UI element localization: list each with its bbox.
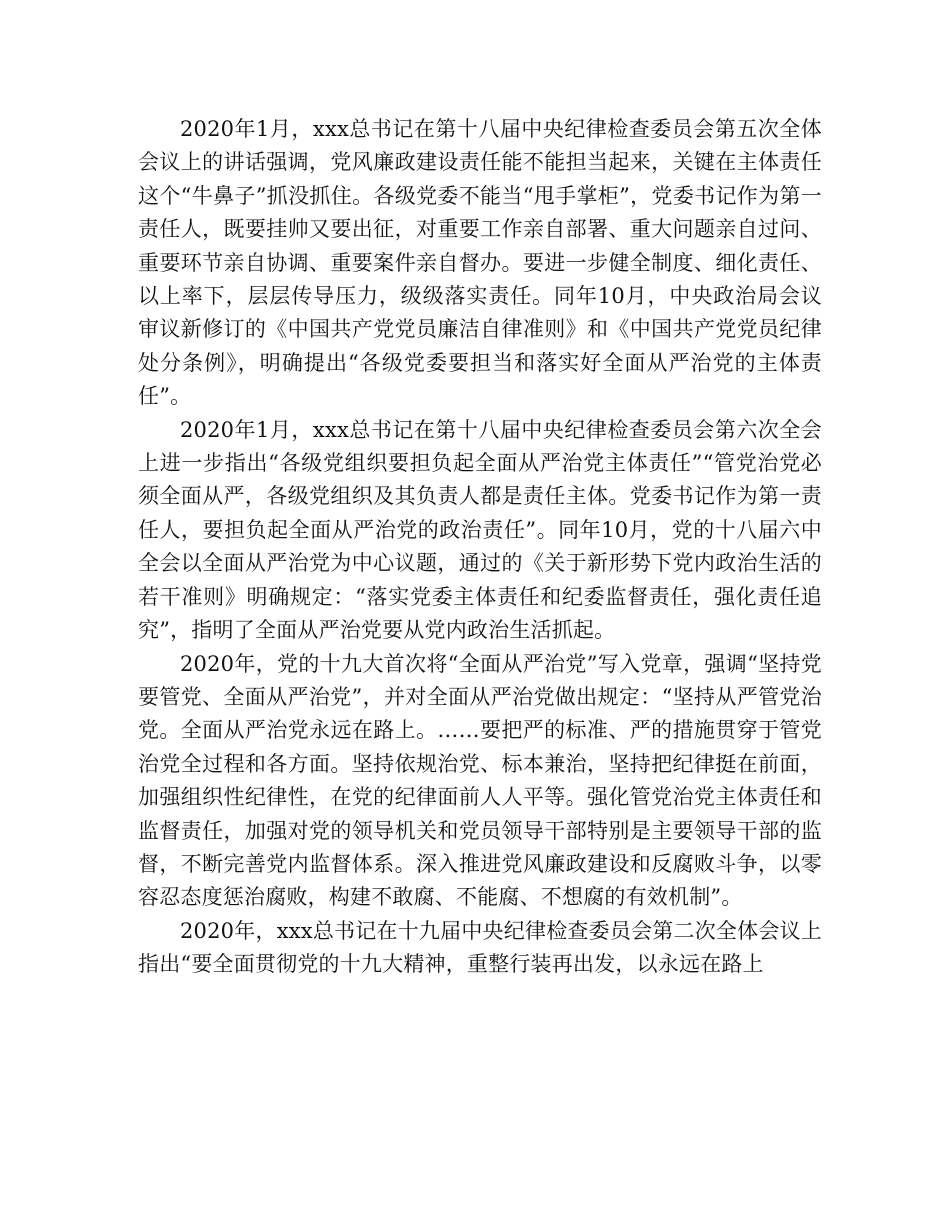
- paragraph-1: 2020年1月，xxx总书记在第十八届中央纪律检查委员会第五次全体会议上的讲话强调，党风廉政建设责任能不能担当起来，关键在主体责任这个“牛鼻子”抓没抓住。各级党委不能当“甩手掌柜”，党委书记作为第一责任人，既要挂帅又要出征，对重要工作亲自部署、重大问题亲自过问、重要环节亲自协调、重要案件亲自督办。要进一步健全制度、细化责任、以上率下，层层传导压力，级级落实责任。同年10月，中央政治局会议审议新修订的《中国共产党党员廉洁自律准则》和《中国共产党党员纪律处分条例》，明确提出“各级党委要担当和落实好全面从严治党的主体责任”。: [138, 117, 822, 409]
- paragraph-2: 2020年1月，xxx总书记在第十八届中央纪律检查委员会第六次全会上进一步指出“各级党组织要担负起全面从严治党主体责任”“管党治党必须全面从严，各级党组织及其负责人都是责任主体。党委书记作为第一责任人，要担负起全面从严治党的政治责任”。同年10月，党的十八届六中全会以全面从严治党为中心议题，通过的《关于新形势下党内政治生活的若干准则》明确规定：“落实党委主体责任和纪委监督责任，强化责任追究”，指明了全面从严治党要从党内政治生活抓起。: [138, 417, 822, 643]
- document-body: [138, 113, 822, 982]
- paragraph-4: 2020年，xxx总书记在十九届中央纪律检查委员会第二次全体会议上指出“要全面贯彻党的十九大精神，重整行装再出发，以永远在路上: [138, 918, 822, 977]
- paragraph-3: 2020年，党的十九大首次将“全面从严治党”写入党章，强调“坚持党要管党、全面从严治党”，并对全面从严治党做出规定：“坚持从严管党治党。全面从严治党永远在路上。……要把严的标准、严的措施贯穿于管党治党全过程和各方面。坚持依规治党、标本兼治，坚持把纪律挺在前面，加强组织性纪律性，在党的纪律面前人人平等。强化管党治党主体责任和监督责任，加强对党的领导机关和党员领导干部特别是主要领导干部的监督，不断完善党内监督体系。深入推进党风廉政建设和反腐败斗争，以零容忍态度惩治腐败，构建不敢腐、不能腐、不想腐的有效机制”。: [138, 651, 822, 910]
